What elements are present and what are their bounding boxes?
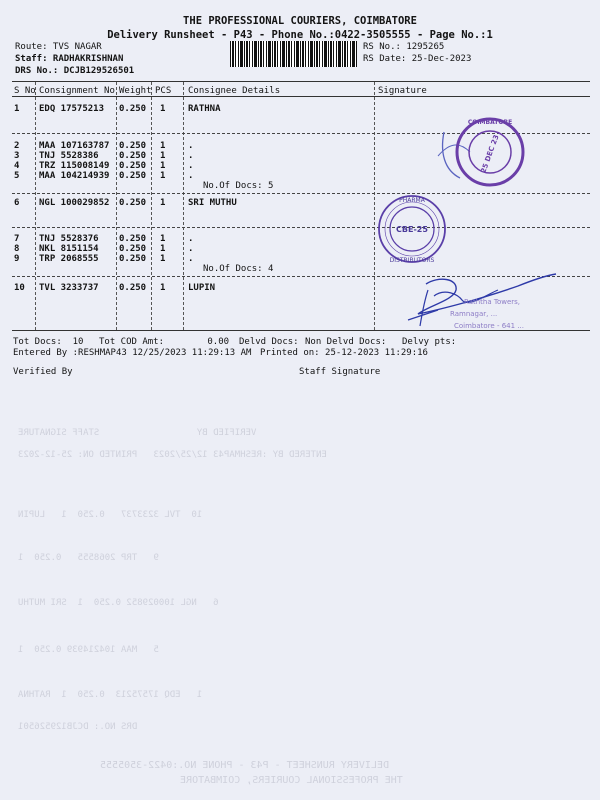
- row-weight: 0.250: [119, 244, 147, 254]
- col-pcs: PCS: [155, 86, 172, 96]
- row-consignee: LUPIN: [188, 283, 216, 293]
- signature-scribble: [398, 270, 588, 350]
- address-stamp-line: Coimbatore - 641 ...: [454, 322, 524, 330]
- row-pcs: 1: [160, 161, 166, 171]
- verified-by-label: Verified By: [13, 367, 73, 377]
- round-seal-stamp: [430, 112, 540, 192]
- col-sno: S No: [14, 86, 36, 96]
- row-weight: 0.250: [119, 104, 147, 114]
- address-stamp-line: Ramnagar, ...: [450, 310, 498, 318]
- total-docs: Tot Docs: 10: [13, 337, 84, 347]
- col-divider: [151, 82, 152, 330]
- row-consignee: .: [188, 141, 194, 151]
- row-pcs: 1: [160, 171, 166, 181]
- row-consignment: NGL 100029852: [39, 198, 110, 208]
- rs-date: RS Date: 25-Dec-2023: [363, 54, 472, 64]
- row-consignment: NKL 8151154: [39, 244, 99, 254]
- entered-by: Entered By :RESHMAP43 12/25/2023 11:29:13 AM: [13, 348, 252, 358]
- rs-number: RS No.: 1295265: [363, 42, 445, 52]
- col-signature: Signature: [378, 86, 427, 96]
- row-weight: 0.250: [119, 198, 147, 208]
- group-separator: [12, 193, 590, 194]
- svg-text:DISTRIBUTORS: DISTRIBUTORS: [389, 257, 435, 264]
- row-consignee: .: [188, 151, 194, 161]
- row-sno: 6: [14, 198, 20, 208]
- row-consignment: MAA 104214939: [39, 171, 110, 181]
- row-consignee: .: [188, 171, 194, 181]
- row-pcs: 1: [160, 234, 166, 244]
- row-consignment: TVL 3233737: [39, 283, 99, 293]
- row-sno: 4: [14, 161, 20, 171]
- group-separator: [12, 227, 590, 228]
- barcode: [230, 41, 357, 67]
- row-weight: 0.250: [119, 234, 147, 244]
- staff-signature-label: Staff Signature: [299, 367, 381, 377]
- row-consignment: TRP 2068555: [39, 254, 99, 264]
- row-weight: 0.250: [119, 151, 147, 161]
- row-sno: 7: [14, 234, 20, 244]
- row-consignment: TRZ 115008149: [39, 161, 110, 171]
- col-consignment: Consignment No: [39, 86, 115, 96]
- non-delivered-docs: Non Delvd Docs:: [305, 337, 387, 347]
- total-cod: Tot COD Amt: 0.00: [99, 337, 230, 347]
- seal-center-text: CBE-25: [396, 225, 428, 234]
- staff-label: Staff: RADHAKRISHNAN: [15, 54, 124, 64]
- header-bottom-rule: [12, 96, 590, 97]
- row-consignee: .: [188, 254, 194, 264]
- row-sno: 10: [14, 283, 25, 293]
- row-consignee: .: [188, 161, 194, 171]
- row-sno: 9: [14, 254, 20, 264]
- delivered-docs: Delvd Docs:: [239, 337, 299, 347]
- col-divider: [35, 82, 36, 330]
- row-pcs: 1: [160, 198, 166, 208]
- row-weight: 0.250: [119, 141, 147, 151]
- row-sno: 3: [14, 151, 20, 161]
- address-stamp-line: Raththa Towers,: [464, 298, 521, 306]
- route-label: Route: TVS NAGAR: [15, 42, 102, 52]
- company-title: THE PROFESSIONAL COURIERS, COIMBATORE: [183, 15, 417, 27]
- col-divider: [116, 82, 117, 330]
- svg-text:PHARMA: PHARMA: [399, 197, 425, 204]
- row-consignment: TNJ 5528386: [39, 151, 99, 161]
- row-consignee: .: [188, 234, 194, 244]
- row-sno: 8: [14, 244, 20, 254]
- row-pcs: 1: [160, 104, 166, 114]
- printed-on: Printed on: 25-12-2023 11:29:16: [260, 348, 428, 358]
- row-sno: 2: [14, 141, 20, 151]
- row-pcs: 1: [160, 141, 166, 151]
- row-pcs: 1: [160, 244, 166, 254]
- row-weight: 0.250: [119, 171, 147, 181]
- col-consignee: Consignee Details: [188, 86, 281, 96]
- drs-number: DRS No.: DCJB129526501: [15, 66, 135, 76]
- delivery-points: Delvy pts:: [402, 337, 457, 347]
- runsheet-page: THE PROFESSIONAL COURIERS, COIMBATORE Delivery Runsheet - P43 - Phone No.:0422-3505555 - Page No.:1 Route: TVS NAGAR Staff: RADHAKRISHNAN DRS No.: DCJB129526501 RS No.: 1295265 RS Date: 25-Dec-2023 S No Consignment No Weight PCS Consignee Details Signature 1 EDQ 17575213 0.250 1 RATHNA 2 MAA 107163787 0.250 1 . 3 TNJ 5528386 0.250 1 . 4 TRZ 115008149 0.250 1 . 5 MAA 104214939 0.250 1 . No.Of Docs: 5 6 NGL 100029852 0.250 1 SRI MUTHU 7 TNJ 5528376 0.250 1 . 8 NKL 8151154 0.250 1 . 9 TRP 2068555 0.250 1 . No.Of Docs: 4 10 TVL 3233737 0.250 1 LUPIN Tot Docs: 10 Tot COD Amt: 0.00 Delvd Docs: Non Delvd Docs: Delvy pts: Entered By :RESHMAP43 12/25/2023 11:29:13 AM Printed on: 25-12-2023 11:29:16 Verified By Staff Signature COIMBATORE 25 DEC 23 CBE-25 PHARMA DISTRIBUTORS Raththa Towers, Ramnagar, ... Coimbatore - 641 ... VERIFIED BY STAFF SIGNATURE ENTERED BY :RESHMAP43 12/25/2023 PRINTED ON: 25-12-2023 10 TVL 3233737 0.250 1 LUPIN 9 TRP 2068555 0.250 1 6 NGL 100029852 0.250 1 SRI MUTHU 5 MAA 104214939 0.250 1 1 EDQ 17575213 0.250 1 RATHNA DRS NO.: DCJB129526501 DELIVERY RUNSHEET - P43 - PHONE NO.:0422-3505555 THE PROFESSIONAL COURIERS, COIMBATORE: [0, 0, 600, 800]
- docs-count: No.Of Docs: 5: [203, 181, 274, 191]
- docs-count: No.Of Docs: 4: [203, 264, 274, 274]
- row-pcs: 1: [160, 283, 166, 293]
- row-sno: 1: [14, 104, 20, 114]
- row-weight: 0.250: [119, 254, 147, 264]
- row-pcs: 1: [160, 254, 166, 264]
- svg-text:25 DEC 23: 25 DEC 23: [479, 133, 501, 175]
- pharmacy-seal-stamp: [372, 192, 467, 266]
- runsheet-title: Delivery Runsheet - P43 - Phone No.:0422-3505555 - Page No.:1: [107, 29, 493, 41]
- row-weight: 0.250: [119, 283, 147, 293]
- row-consignment: EDQ 17575213: [39, 104, 105, 114]
- seal-ring-text: COIMBATORE: [467, 119, 513, 126]
- header-top-rule: [12, 81, 590, 82]
- row-consignee: RATHNA: [188, 104, 221, 114]
- row-sno: 5: [14, 171, 20, 181]
- col-divider: [183, 82, 184, 330]
- col-weight: Weight: [119, 86, 152, 96]
- row-consignment: MAA 107163787: [39, 141, 110, 151]
- row-pcs: 1: [160, 151, 166, 161]
- row-consignment: TNJ 5528376: [39, 234, 99, 244]
- row-consignee: .: [188, 244, 194, 254]
- row-consignee: SRI MUTHU: [188, 198, 237, 208]
- row-weight: 0.250: [119, 161, 147, 171]
